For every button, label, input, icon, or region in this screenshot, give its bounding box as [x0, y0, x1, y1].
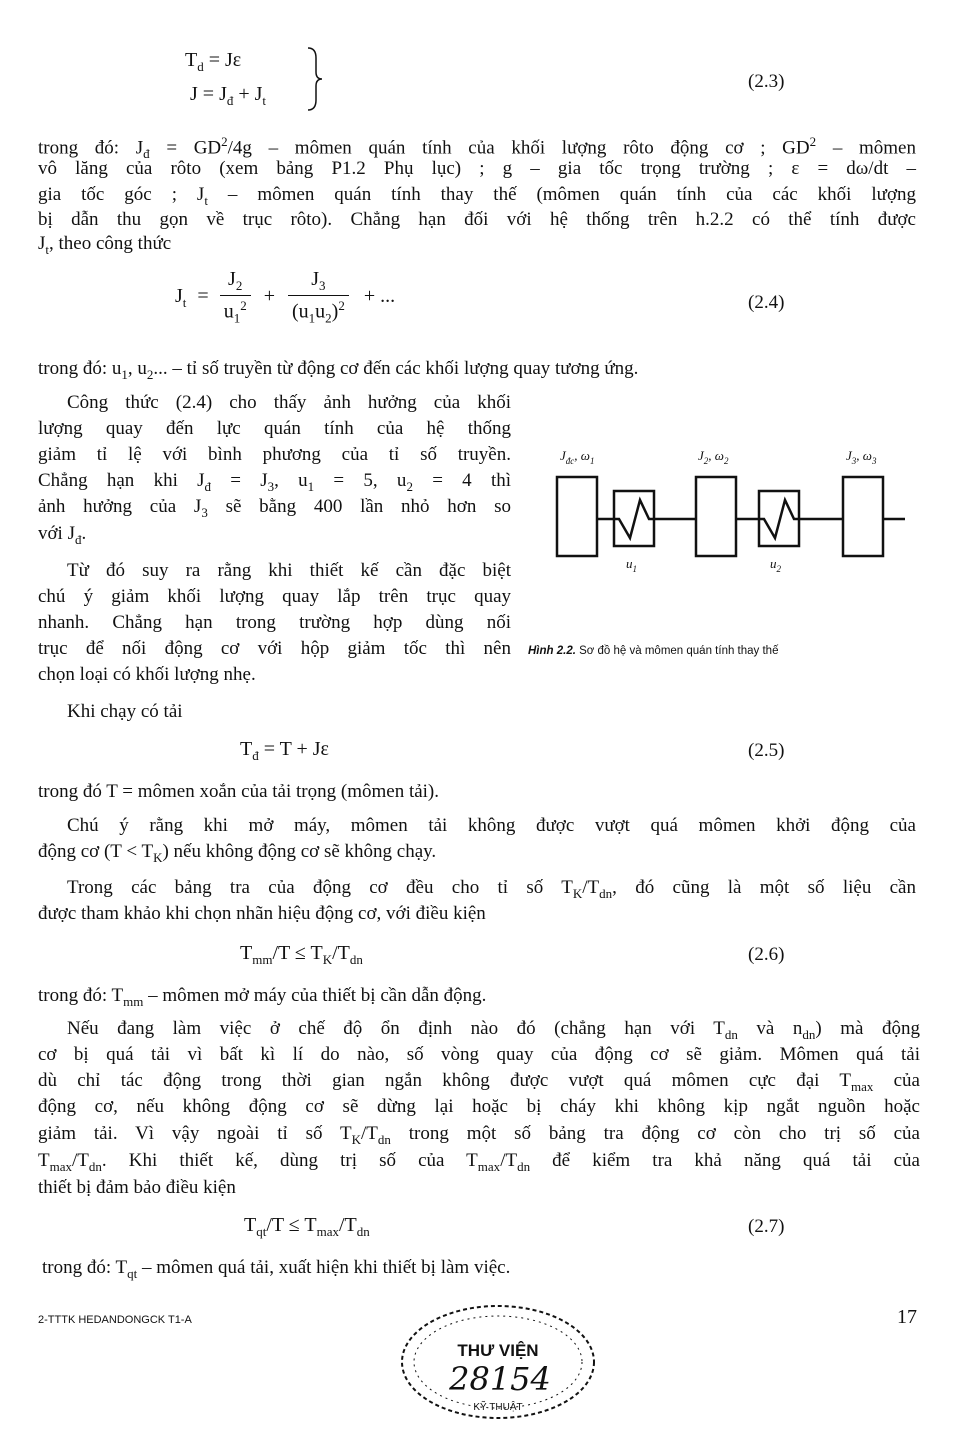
label-j2-w2: $J_2$, $\omega_2$	[698, 448, 729, 466]
eq-2-4-fraction-1: $\frac{J_2}{u_1^2}$	[220, 268, 251, 327]
para7-line1: Chú ý rằng khi mở máy, mômen tải không được vượt quá mômen khởi động của	[67, 815, 916, 836]
para3-line2: lượng quay đến lực quán tính của hệ thống	[38, 418, 511, 439]
eq-2-3-number: (2.3)	[748, 71, 785, 92]
para5: Khi chạy có tải	[67, 701, 183, 722]
stamp-bottom-text: KỸ THUẬT	[473, 1402, 523, 1413]
para1-line5: $J_t$, theo công thức	[38, 233, 172, 257]
para10-line5: giảm tải. Vì vậy ngoài tỉ số $T_K/T_{dn}$ trong một số bảng tra động cơ còn cho trị số của	[38, 1123, 920, 1147]
label-jdc-w1: $J_{đc}$, $\omega_1$	[560, 448, 595, 466]
eq-2-7: $T_{qt}/T \le T_{max}/T_{dn}$	[244, 1214, 370, 1239]
para3-line1: Công thức (2.4) cho thấy ảnh hưởng của khối	[67, 392, 511, 413]
eq-2-4-number: (2.4)	[748, 292, 785, 313]
mass-2-box	[696, 477, 736, 556]
para4-line3: nhanh. Chẳng hạn trong trường hợp dùng nối	[38, 612, 511, 633]
para3-line6: với $J_đ$.	[38, 523, 87, 547]
eq-2-5: $T_đ = T + J\varepsilon$	[240, 738, 329, 763]
library-stamp	[398, 1302, 598, 1422]
eq-2-3-line2: $J = J_đ + J_t$	[190, 83, 267, 108]
para1-line2: vô lăng của rôto (xem bảng P1.2 Phụ lục) ; g – gia tốc trọng trường ; ε = dω/dt –	[38, 158, 916, 179]
figure-2-2-caption: Hình 2.2. Sơ đồ hệ và mômen quán tính thay thế	[528, 645, 779, 657]
footer-id: 2-TTTK HEDANDONGCK T1-A	[38, 1314, 192, 1326]
eq-2-6-number: (2.6)	[748, 944, 785, 965]
para2: trong đó: $u_1$, $u_2$... – tỉ số truyền từ động cơ đến các khối lượng quay tương ứng.	[38, 358, 639, 382]
eq-2-7-number: (2.7)	[748, 1216, 785, 1237]
para10-line6: $T_{max}/T_{dn}$. Khi thiết kế, dùng trị số của $T_{max}/T_{dn}$ để kiểm tra khả năng quá tải của	[38, 1150, 920, 1174]
stamp-top-text: THƯ VIỆN	[457, 1341, 539, 1360]
para11: trong đó: $T_{qt}$ – mômen quá tải, xuất hiện khi thiết bị làm việc.	[42, 1257, 511, 1281]
para1-line3: gia tốc góc ; $J_t$ – mômen quán tính thay thế (mômen quán tính của các khối lượng	[38, 184, 916, 208]
para4-line2: chú ý giảm khối lượng quay lắp trên trục quay	[38, 586, 511, 607]
para10-line3: dù chỉ tác động trong thời gian ngắn không được vượt quá mômen cực đại $T_{max}$ của	[38, 1070, 920, 1094]
para10-line1: Nếu đang làm việc ở chế độ ổn định nào đó (chẳng hạn với $T_{dn}$ và $n_{dn}$) mà động	[67, 1018, 920, 1042]
para4-line4: trục để nối động cơ với hộp giảm tốc thì nên	[38, 638, 511, 659]
eq-2-3-line1: $T_d = J\varepsilon$	[185, 49, 242, 74]
para3-line3: giảm tỉ lệ với bình phương của tỉ số truyền.	[38, 444, 511, 465]
eq-2-5-number: (2.5)	[748, 740, 785, 761]
para10-line2: cơ bị quá tải vì bất kì lí do nào, số vòng quay của động cơ sẽ giảm. Mômen quá tải	[38, 1044, 920, 1065]
para8-line1: Trong các bảng tra của động cơ đều cho tỉ số $T_K/T_{dn}$, đó cũng là một số liệu cần	[67, 877, 916, 901]
eq-2-4: $J_t$ = $\frac{J_2}{u_1^2}$ + $\frac{J_3}{(u_1u_2)^2}$ + ...	[175, 268, 396, 326]
para10-line4: động cơ, nếu không động cơ sẽ dừng lại hoặc bị cháy khi không kịp ngắt nguồn hoặc	[38, 1096, 920, 1117]
eq-2-3-brace	[306, 46, 324, 112]
para1-line4: bị dẫn thu gọn về trục rôto). Chẳng hạn đối với hệ thống trên h.2.2 có thể tính được	[38, 209, 916, 230]
figure-2-2-diagram	[520, 440, 920, 600]
para8-line2: được tham khảo khi chọn nhãn hiệu động cơ, với điều kiện	[38, 903, 486, 924]
eq-2-4-fraction-2: $\frac{J_3}{(u_1u_2)^2}$	[288, 268, 349, 327]
para10-line7: thiết bị đảm bảo điều kiện	[38, 1177, 236, 1198]
label-j3-w3: $J_3$, $\omega_3$	[846, 448, 877, 466]
para9: trong đó: $T_{mm}$ – mômen mở máy của thiết bị cần dẫn động.	[38, 985, 487, 1009]
para6: trong đó T = mômen xoắn của tải trọng (mômen tải).	[38, 781, 440, 802]
para1-line1: trong đó: $J_đ = GD^2/4g$ – mômen quán tính của khối lượng rôto động cơ ; $GD^2$ – mômen	[38, 134, 916, 162]
para4-line1: Từ đó suy ra rằng khi thiết kế cần đặc biệt	[67, 560, 511, 581]
spring-1	[597, 500, 696, 538]
para7-line2: động cơ $(T < T_K)$ nếu không động cơ sẽ không chạy.	[38, 841, 437, 865]
mass-3-box	[843, 477, 883, 556]
spring-2	[736, 500, 843, 538]
page-number: 17	[897, 1306, 917, 1328]
para3-line4: Chẳng hạn khi $J_đ = J_3$, $u_1 = 5$, $u_2 = 4$ thì	[38, 470, 512, 494]
para4-line5: chọn loại có khối lượng nhẹ.	[38, 664, 256, 685]
mass-1-box	[557, 477, 597, 556]
stamp-number: 28154	[449, 1360, 551, 1398]
label-u2: $u_2$	[770, 556, 781, 574]
para3-line5: ảnh hưởng của $J_3$ sẽ bằng 400 lần nhỏ hơn so	[38, 496, 511, 520]
label-u1: $u_1$	[626, 556, 637, 574]
eq-2-6: $T_{mm}/T \le T_K/T_{dn}$	[240, 942, 363, 967]
